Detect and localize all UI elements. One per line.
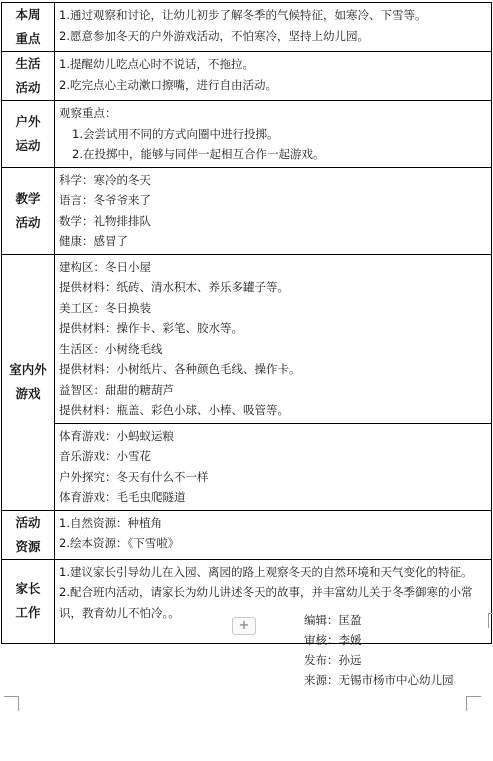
content-line: 2.配合班内活动，请家长为幼儿讲述冬天的故事，并丰富幼儿关于冬季御寒的小常识，教育幼儿不怕冷。。: [59, 585, 473, 620]
page-corner-mark: [488, 613, 493, 628]
row-activity-resources: [2, 510, 492, 559]
header-line: 活动: [15, 514, 41, 530]
content-line: 生活区：小树绕毛线: [59, 341, 163, 356]
content-line: 数学：礼物排排队: [59, 213, 151, 228]
header-line: 活动: [15, 214, 41, 230]
content-line: 体育游戏：小蚂蚁运粮: [59, 428, 174, 443]
row-content-areas: [55, 254, 492, 423]
header-line: 游戏: [15, 386, 41, 401]
row-content: [55, 167, 492, 254]
content-line: 提供材料：纸砖、清水积木、养乐多罐子等。: [59, 280, 289, 294]
row-weekly-focus: [2, 3, 492, 52]
credit-source: 来源：无锡市杨市中心幼儿园: [304, 673, 454, 687]
content-line: 1.会尝试用不同的方式向圈中进行投掷。: [72, 126, 279, 141]
content-line: 1.自然资源：种植角: [59, 515, 162, 530]
header-line: 生活: [15, 56, 41, 71]
content-line: 语言：冬爷爷来了: [59, 193, 151, 207]
row-content: [55, 101, 492, 168]
row-outdoor-sports: [2, 101, 492, 168]
row-content: [55, 52, 492, 101]
row-header: [2, 101, 55, 168]
content-line: 提供材料：操作卡、彩笔、胶水等。: [59, 321, 243, 335]
content-line: 观察重点：: [59, 106, 117, 120]
header-line: 重点: [15, 31, 41, 46]
header-line: 资源: [15, 538, 41, 554]
header-line: 活动: [15, 80, 41, 95]
credit-editor: 编辑：匡盈: [304, 613, 362, 627]
content-line: 1.通过观察和讨论，让幼儿初步了解冬季的气候特征，如寒冷、下雪等。: [59, 8, 427, 22]
add-block-button[interactable]: +: [232, 617, 256, 635]
row-indoor-outdoor-games: [2, 254, 492, 423]
content-line: 提供材料：瓶盖、彩色小球、小棒、吸管等。: [59, 403, 289, 417]
content-line: 户外探究：冬天有什么不一样: [59, 469, 209, 484]
header-line: 工作: [15, 605, 41, 620]
header-line: 教学: [15, 190, 41, 206]
content-line: 益智区：甜甜的糖葫芦: [59, 382, 174, 397]
content-line: 科学：寒冷的冬天: [59, 172, 151, 187]
row-header: [2, 254, 55, 510]
row-header: [2, 3, 55, 52]
row-header: [2, 510, 55, 559]
row-teaching-activity: [2, 167, 492, 254]
row-header: [2, 167, 55, 254]
content-line: 体育游戏：毛毛虫爬隧道: [59, 490, 186, 504]
content-line: 美工区：冬日换装: [59, 300, 151, 315]
content-line: 1.提醒幼儿吃点心时不说话，不拖拉。: [59, 57, 254, 71]
credits-block: [304, 610, 454, 690]
header-line: 家长: [15, 581, 41, 596]
content-line: 2.吃完点心主动漱口擦嘴，进行自由活动。: [59, 77, 277, 92]
page-corner-mark: [466, 696, 481, 711]
content-line: 健康：感冒了: [59, 234, 128, 248]
header-line: 运动: [15, 137, 41, 153]
content-line: 2.绘本资源：《下雪啦》: [59, 536, 180, 550]
header-line: 室内外: [9, 362, 47, 377]
row-content: [55, 510, 492, 559]
row-content: [55, 3, 492, 52]
credit-publisher: 发布：孙远: [304, 653, 362, 667]
row-header: [2, 559, 55, 643]
row-content-games: [55, 423, 492, 510]
content-line: 2.在投掷中，能够与同伴一起相互合作一起游戏。: [72, 147, 325, 161]
content-line: 1.建议家长引导幼儿在入园、离园的路上观察冬天的自然环境和天气变化的特征。: [59, 564, 473, 579]
header-line: 户外: [15, 113, 41, 129]
content-line: 音乐游戏：小雪花: [59, 449, 151, 463]
content-line: 提供材料：小树纸片、各种颜色毛线、操作卡。: [59, 362, 301, 376]
content-line: 建构区：冬日小屋: [59, 259, 151, 274]
content-line: 2.愿意参加冬天的户外游戏活动，不怕寒冷，坚持上幼儿园。: [59, 28, 369, 43]
page-corner-mark: [4, 696, 19, 711]
weekly-plan-table: [1, 2, 492, 644]
row-indoor-outdoor-games-2: [2, 423, 492, 510]
row-header: [2, 52, 55, 101]
header-line: 本周: [15, 7, 41, 22]
credit-reviewer: 审核：李媛: [304, 633, 362, 647]
row-life-activity: [2, 52, 492, 101]
